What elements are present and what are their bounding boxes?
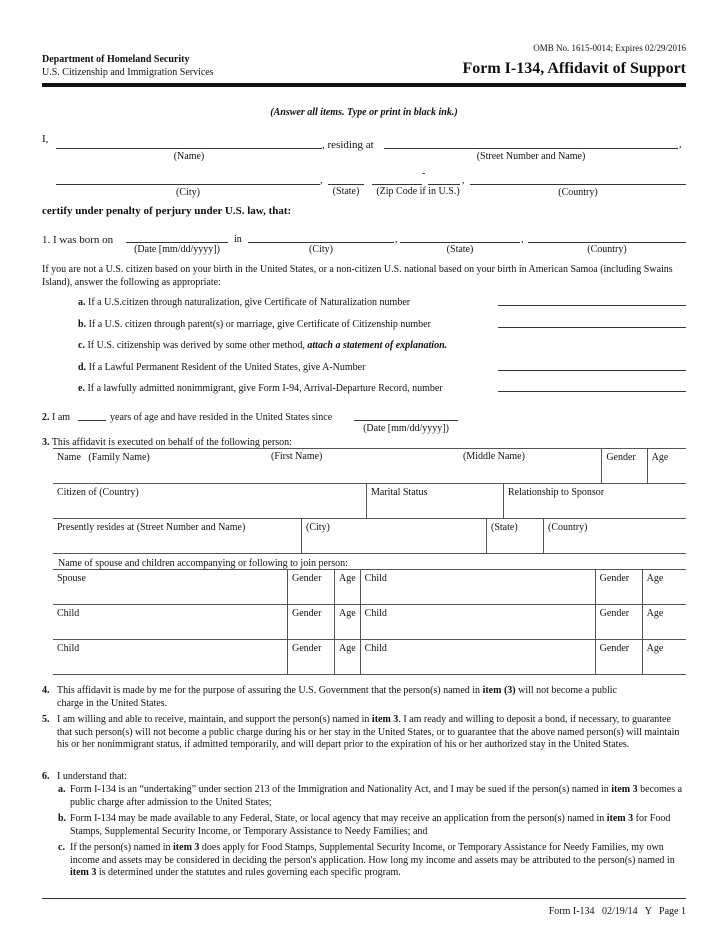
name-caption: (Name) [173,151,205,162]
sub-e-text: If a lawfully admitted nonimmigrant, give Form I-94, Arrival-Departure Record, number [87,383,443,394]
street-caption: (Street Number and Name) [476,151,586,162]
item4-text [57,685,617,710]
item5-text-b: . I am ready and willing to deposit a bond, if necessary, to guarantee that such person(s) will not become a public charge during his or her stay in the United States, or to guarantee that the above named person(s) will maintain his or her nonimmigrant status, if admitted temporarily, and will depart prior to the expiration of his or her authorized stay in the United States. [57,714,680,750]
resides-city-cell[interactable] [302,519,487,554]
birth-country-caption: (Country) [587,244,627,255]
child-age-cell[interactable] [335,605,361,640]
item6a-label: a. [58,784,66,795]
child-gender-cell[interactable] [288,640,335,675]
resided-since-caption: (Date [mm/dd/yyyy]) [363,423,449,434]
birth-date-field[interactable] [126,242,228,243]
sub-b-text: If a U.S. citizen through parent(s) or marriage, give Certificate of Citizenship number [88,319,431,330]
i-label: I, [42,133,49,145]
item4-text-a: This affidavit is made by me for the purpose of assuring the U.S. Government that the person(s) named in [57,685,481,696]
item6c-text-a: If the person(s) named in [70,842,171,853]
first-name-label: (First Name) [271,450,323,462]
comma: , [462,175,465,186]
residing-at-label: , residing at [322,139,374,151]
child-cell[interactable] [53,605,288,640]
state-field[interactable] [328,184,364,185]
in-label: in [234,234,242,245]
age-label: Age [646,573,664,584]
gender-label: Gender [606,452,636,463]
item6b-text [70,813,687,838]
item4-bold: item (3) [482,685,516,696]
birth-state-field[interactable] [400,242,520,243]
item1-text: I was born on [53,234,114,246]
spouse-label: Spouse [57,573,86,584]
item6a-text-b: becomes a public charge after admission to the United States; [70,784,683,808]
spouse-gender-cell[interactable] [288,570,335,605]
item2 [42,412,70,423]
child-cell[interactable] [360,605,595,640]
child-gender-cell[interactable] [595,640,642,675]
item3 [42,437,292,448]
item6c-text-b: does apply for Food Stamps, Supplemental Security Income, or Temporary Assistance for Needy Families, my own income and assets may be considered in deciding the person's application. How long my income and assets may be attributed to the person(s) named in [70,842,675,866]
item3-num: 3. [42,437,50,448]
sub-c-label: c. [78,340,85,351]
gender-label: Gender [292,573,322,584]
item6a-text-a: Form I-134 is an “undertaking” under section 213 of the Immigration and Nationality Act, and I may be sued if the person(s) named in [70,784,609,795]
child-age-cell[interactable] [642,570,686,605]
item2-num: 2. [42,412,50,423]
zip-caption: (Zip Code if in U.S.) [376,186,460,197]
sub-b [78,319,431,330]
item1-num: 1. [42,234,51,246]
gender-label: Gender [292,643,322,654]
item5-num: 5. [42,714,50,725]
dependents-table [53,569,686,675]
marital-status-label: Marital Status [371,487,428,498]
street-field[interactable] [384,148,678,149]
sub-d-label: d. [78,362,87,373]
omb-number: OMB No. 1615-0014; Expires 02/29/2016 [533,43,686,53]
gender-label: Gender [599,608,630,619]
child-cell[interactable] [360,570,595,605]
item5-bold: item 3 [371,714,399,725]
resides-label: Presently resides at (Street Number and Name) [57,522,246,533]
zip-field[interactable] [372,184,422,185]
sub-a-label: a. [78,297,86,308]
resides-city-label: (City) [306,522,330,533]
comma: , [679,139,682,150]
child-label: Child [364,643,387,654]
resides-state-cell[interactable] [487,519,544,554]
sub-d-text: If a Lawful Permanent Resident of the United States, give A-Number [88,362,366,373]
agency-name: U.S. Citizenship and Immigration Services [42,67,214,78]
state-caption: (State) [332,186,360,197]
sub-d [78,362,365,373]
child-age-cell[interactable] [335,640,361,675]
citizenship-table [53,483,686,519]
resides-country-label: (Country) [548,522,588,533]
birth-date-caption-text: (Date [mm/dd/yyyy]) [134,244,220,255]
beneficiary-table [53,448,686,484]
item6c-bold: item 3 [173,842,200,853]
sub-e-label: e. [78,383,85,394]
child-gender-cell[interactable] [595,605,642,640]
child-gender-cell[interactable] [288,605,335,640]
a-number-field[interactable] [498,370,686,371]
item6a-text [70,784,687,809]
resides-state-label: (State) [491,522,518,533]
relationship-cell[interactable] [504,484,687,519]
residence-table [53,518,686,554]
age-label: Age [646,608,664,619]
comma: , [395,234,398,245]
country-caption: (Country) [558,187,598,198]
age-label: Age [646,643,664,654]
sub-a [78,297,410,308]
gender-label: Gender [599,573,630,584]
sub-c [78,340,447,351]
citizen-of-label: Citizen of (Country) [57,487,139,498]
city-caption: (City) [176,187,200,198]
birth-state-caption: (State) [446,244,474,255]
age-cell[interactable] [647,449,686,484]
spouse-children-header: Name of spouse and children accompanying or following to join person: [58,558,348,569]
i94-number-field[interactable] [498,391,686,392]
resided-since-field[interactable] [354,420,458,421]
name-label: Name [57,452,81,463]
instruction: (Answer all items. Type or print in black ink.) [270,107,458,118]
item6-text: I understand that: [57,771,127,782]
sub-a-text: If a U.S.citizen through naturalization, give Certificate of Naturalization number [88,297,411,308]
footer-rule [42,898,686,899]
item6c-label: c. [58,842,65,853]
age-field[interactable] [78,420,106,421]
relationship-label: Relationship to Sponsor [508,487,605,498]
item6a-bold: item 3 [611,784,638,795]
birth-city-field[interactable] [248,242,394,243]
age-label: Age [651,452,669,463]
name-field[interactable] [56,148,322,149]
item6b-bold: item 3 [606,813,634,824]
zip-ext-field[interactable] [428,184,460,185]
child-age-cell[interactable] [642,605,686,640]
birth-date-caption [126,244,228,255]
sub-b-label: b. [78,319,87,330]
item6c-text-c: is determined under the statutes and rules governing each specific program. [98,867,401,878]
item5-text-a: I am willing and able to receive, maintain, and support the person(s) named in [57,714,370,725]
item4-num: 4. [42,685,50,696]
footer-text: Form I-134 02/19/14 Y Page 1 [548,906,686,917]
birth-city-caption: (City) [309,244,333,255]
child-label: Child [57,643,80,654]
item4-text-b: will not become a public charge in the United States. [57,685,617,709]
child-cell[interactable] [360,640,595,675]
zip-dash: - [422,168,426,179]
certify-statement: certify under penalty of perjury under U.S. law, that: [42,205,292,217]
spouse-cell[interactable] [53,570,288,605]
item5-text [57,714,687,752]
birth-country-field[interactable] [528,242,686,243]
marital-status-cell[interactable] [367,484,504,519]
middle-name-label: (Middle Name) [463,450,525,462]
age-label: Age [339,608,356,619]
comma: , [320,175,323,186]
child-age-cell[interactable] [642,640,686,675]
child-label: Child [364,608,387,619]
child-label: Child [57,608,80,619]
child-cell[interactable] [53,640,288,675]
gender-cell[interactable] [602,449,647,484]
item3-text: This affidavit is executed on behalf of the following person: [51,437,292,448]
spouse-age-cell[interactable] [335,570,361,605]
item6b-label: b. [58,813,67,824]
country-field[interactable] [470,184,686,185]
city-field[interactable] [56,184,320,185]
item6b-text-b: for Food Stamps, Supplemental Security Income, or Temporary Assistance to Needy Families; and [70,813,671,837]
resides-country-cell[interactable] [544,519,687,554]
item2-text-b: years of age and have resided in the United States since [110,412,333,423]
sub-c-text: If U.S. citizenship was derived by some other method, [87,340,308,351]
sub-c-emph: attach a statement of explanation. [307,340,448,351]
item2-text-a: I am [52,412,71,423]
resides-street-cell[interactable] [53,519,302,554]
beneficiary-name-cell[interactable] [53,449,602,484]
child-label: Child [364,573,387,584]
item6-num: 6. [42,771,50,782]
sub-e [78,383,443,394]
form-title: Form I-134, Affidavit of Support [462,60,686,77]
citizenship-number-field[interactable] [498,327,686,328]
age-label: Age [339,643,356,654]
child-gender-cell[interactable] [595,570,642,605]
age-label: Age [339,573,356,584]
item6c-bold2: item 3 [70,867,97,878]
not-citizen-note: If you are not a U.S. citizen based on your birth in the United States, or a non-citizen U.S. national based on your birth in American Samoa (including Swains Island), answer the following as appropriate: [42,264,673,288]
department-name: Department of Homeland Security [42,54,190,65]
naturalization-number-field[interactable] [498,305,686,306]
item1-number [42,234,113,246]
gender-label: Gender [599,643,630,654]
item6b-text-a: Form I-134 may be made available to any Federal, State, or local agency that may receive an application from the person(s) named in [70,813,605,824]
citizen-of-cell[interactable] [53,484,367,519]
gender-label: Gender [292,608,322,619]
header-rule [42,83,686,87]
family-name-label: (Family Name) [88,452,150,463]
comma: , [521,234,524,245]
item6c-text [70,842,687,880]
